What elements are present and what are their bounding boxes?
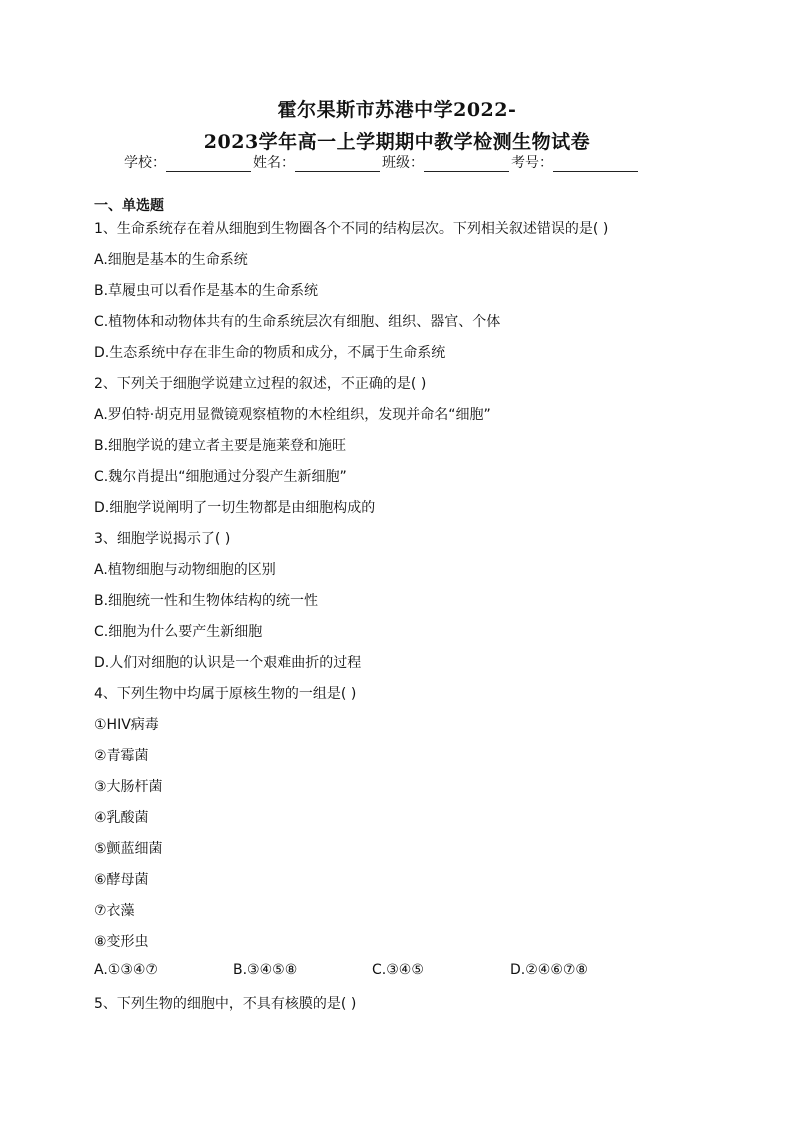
option-line: A.细胞是基本的生命系统 (94, 252, 248, 268)
organism-item: ③大肠杆菌 (94, 779, 163, 795)
school-blank[interactable] (166, 154, 251, 172)
organism-item: ①HIV病毒 (94, 717, 159, 733)
exam-title-line2: 2023学年高一上学期期中教学检测生物试卷 (203, 131, 591, 153)
number-blank[interactable] (553, 154, 638, 172)
q4-option-b: B.③④⑤⑧ (233, 962, 298, 978)
class-blank[interactable] (424, 154, 509, 172)
section-title: 一、单选题 (94, 198, 164, 214)
organism-item: ⑧变形虫 (94, 934, 149, 950)
question-line: 4、下列生物中均属于原核生物的一组是( ) (94, 686, 357, 702)
option-line: C.魏尔肖提出“细胞通过分裂产生新细胞” (94, 469, 347, 485)
option-line: B.细胞统一性和生物体结构的统一性 (94, 593, 319, 609)
question-line: 2、下列关于细胞学说建立过程的叙述，不正确的是( ) (94, 376, 427, 392)
organism-item: ②青霉菌 (94, 748, 149, 764)
organism-item: ④乳酸菌 (94, 810, 149, 826)
option-line: C.植物体和动物体共有的生命系统层次有细胞、组织、器官、个体 (94, 314, 501, 330)
question-line: 3、细胞学说揭示了( ) (94, 531, 231, 547)
option-line: D.生态系统中存在非生命的物质和成分，不属于生命系统 (94, 345, 446, 361)
question-line: 5、下列生物的细胞中，不具有核膜的是( ) (94, 996, 357, 1012)
q4-option-d: D.②④⑥⑦⑧ (510, 962, 588, 978)
organism-item: ⑤颤蓝细菌 (94, 841, 163, 857)
option-line: B.草履虫可以看作是基本的生命系统 (94, 283, 319, 299)
name-label: 姓名： (253, 155, 295, 171)
question-line: 1、生命系统存在着从细胞到生物圈各个不同的结构层次。下列相关叙述错误的是( ) (94, 221, 609, 237)
option-line: D.细胞学说阐明了一切生物都是由细胞构成的 (94, 500, 376, 516)
option-line: A.植物细胞与动物细胞的区别 (94, 562, 276, 578)
class-label: 班级： (382, 155, 424, 171)
option-line: A.罗伯特·胡克用显微镜观察植物的木栓组织，发现并命名“细胞” (94, 407, 491, 423)
student-info-row (124, 152, 640, 172)
number-label: 考号： (511, 155, 553, 171)
q4-option-a: A.①③④⑦ (94, 962, 158, 978)
q4-option-c: C.③④⑤ (372, 962, 424, 978)
school-label: 学校： (124, 155, 166, 171)
organism-item: ⑦衣藻 (94, 903, 135, 919)
option-line: D.人们对细胞的认识是一个艰难曲折的过程 (94, 655, 362, 671)
organism-item: ⑥酵母菌 (94, 872, 149, 888)
option-line: C.细胞为什么要产生新细胞 (94, 624, 263, 640)
exam-title-line1: 霍尔果斯市苏港中学2022- (277, 99, 517, 121)
option-line: B.细胞学说的建立者主要是施莱登和施旺 (94, 438, 347, 454)
name-blank[interactable] (295, 154, 380, 172)
